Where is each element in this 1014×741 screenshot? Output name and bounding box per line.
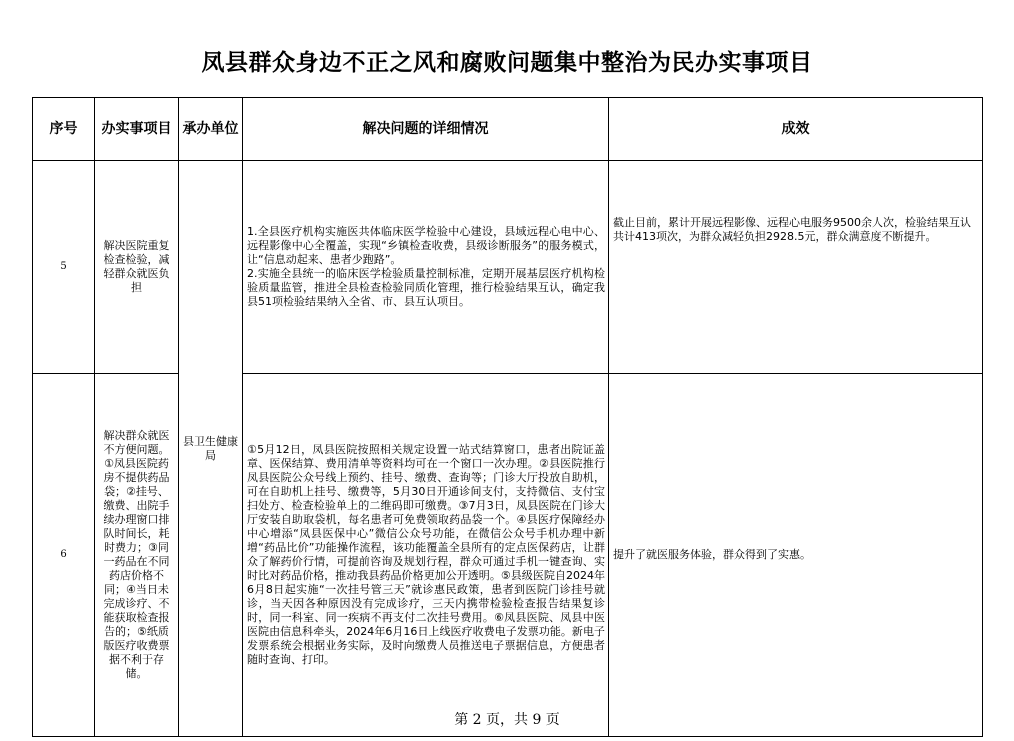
row-detail xyxy=(243,161,609,374)
header-index: 序号 xyxy=(33,98,95,161)
header-unit: 承办单位 xyxy=(179,98,243,161)
table-row xyxy=(33,161,983,374)
header-item: 办实事项目 xyxy=(95,98,179,161)
header-detail: 解决问题的详细情况 xyxy=(243,98,609,161)
row-detail: ①5月12日，凤县医院按照相关规定设置一站式结算窗口，患者出院证盖章、医保结算、费用清单等资料均可在一个窗口一次办理。②县医院推行凤县医院公众号线上预约、挂号、缴费、查询等；门诊大厅投放自助机，可在自助机上挂号、缴费等，5月30日开通诊间支付，支持微信、支付宝扫处方、检查检验单上的二维码即可缴费。③7月3日，凤县医院在门诊大厅安装自助取袋机，每名患者可免费领取药品袋一个。④县医疗保障经办中心增添“凤县医保中心”微信公众号功能，在微信公众号手机办理中新增“药品比价”功能操作流程，该功能覆盖全县所有的定点医保药店，让群众了解药价行情，可提前咨询及规划行程，群众可通过手机一键查询、实时比对药品价格，推动我县药品价格更加公开透明。⑤县级医院自2024年6月8日起实施“一次挂号管三天”就诊惠民政策，患者到医院门诊挂号就诊，当天因各种原因没有完成诊疗，三天内携带检验检查报告结果复诊时，同一科室、同一疾病不再支付二次挂号费用。⑥凤县医院、凤县中医医院由信息科牵头，2024年6月16日上线医疗收费电子发票功能。新电子发票系统会根据业务实际，及时向缴费人员推送电子票据信息，方便患者随时查询、打印。 xyxy=(243,374,609,737)
row-index: 5 xyxy=(33,161,95,374)
row-unit: 县卫生健康局 xyxy=(179,161,243,737)
page-title: 凤县群众身边不正之风和腐败问题集中整治为民办实事项目 xyxy=(201,49,813,76)
table-row xyxy=(33,374,983,737)
row-detail-text: 1.全县医疗机构实施医共体临床医学检验中心建设，县域远程心电中心、远程影像中心全覆盖，实现“乡镇检查收费，县级诊断服务”的服务模式，让“信息动起来、患者少跑路”。 2.实施全县统一的临床医学检验质量控制标准，定期开展基层医疗机构检验质量监管，推进全县检查检验同质化管理，推行检验结果互认，确定我县51项检验结果纳入全省、市、县互认项目。 xyxy=(247,225,605,308)
page-footer: 第 2 页，共 9 页 xyxy=(454,712,560,728)
row-item: 解决群众就医不方便问题。①凤县医院药房不提供药品袋；②挂号、缴费、出院手续办理窗口排队时间长，耗时费力；③同一药品在不同药店价格不同；④当日未完成诊疗、不能获取检查报告的；⑤纸质版医疗收费票据不利于存储。 xyxy=(95,374,179,737)
row-result: 截止目前，累计开展远程影像、远程心电服务9500余人次，检验结果互认共计413项次，为群众减轻负担2928.5元，群众满意度不断提升。 xyxy=(609,161,983,374)
table-header-row xyxy=(33,98,983,161)
row-item: 解决医院重复检查检验，减轻群众就医负担 xyxy=(95,161,179,374)
row-index: 6 xyxy=(33,374,95,737)
row-result: 提升了就医服务体验，群众得到了实惠。 xyxy=(609,374,983,737)
header-result: 成效 xyxy=(609,98,983,161)
project-table xyxy=(32,97,983,737)
